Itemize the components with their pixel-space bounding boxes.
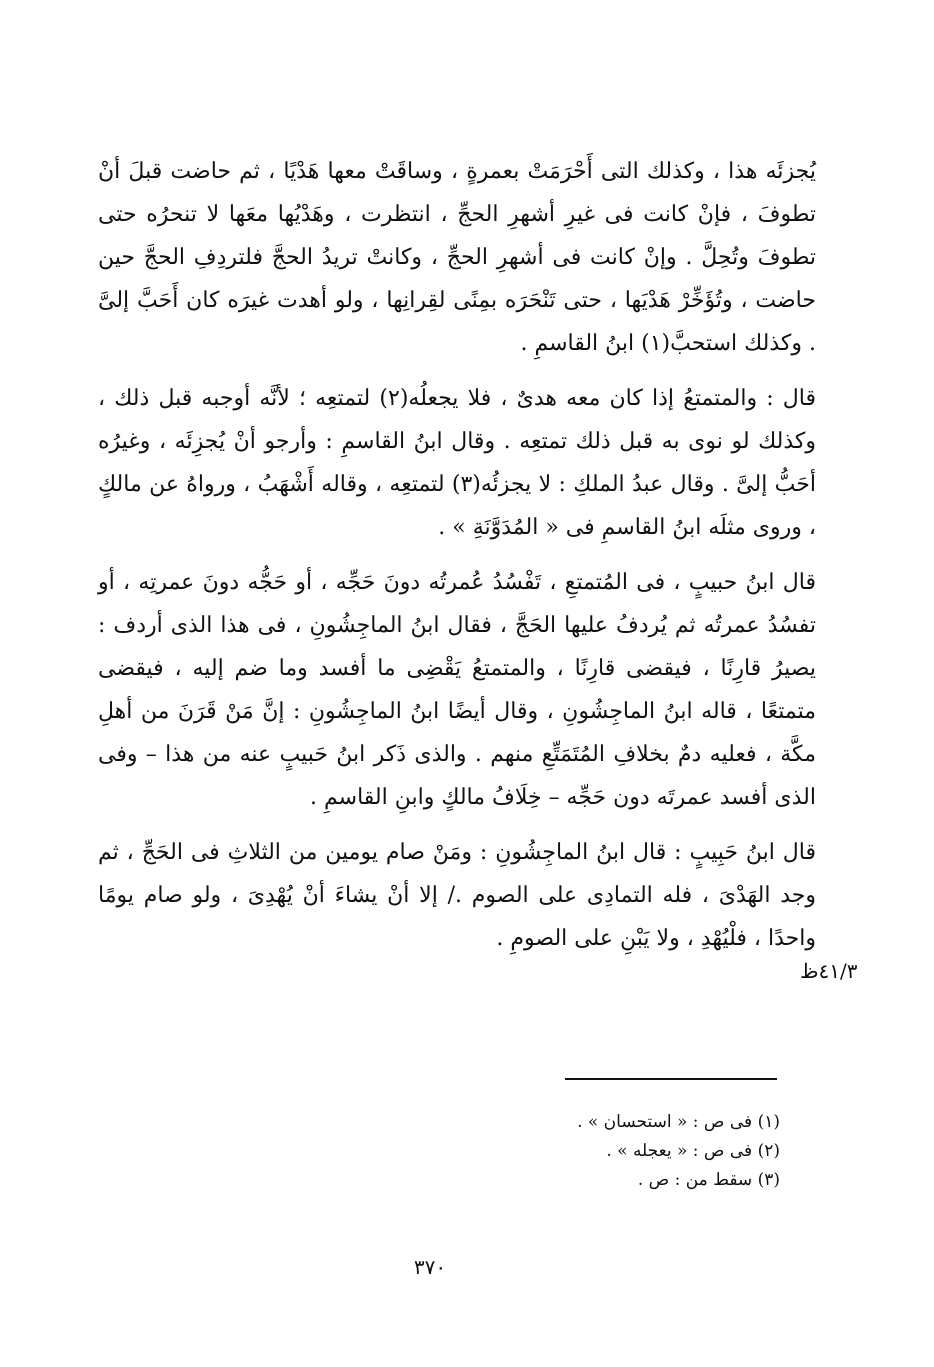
footnote-separator bbox=[565, 1078, 777, 1080]
footnote-1: (١) فى ص : « استحسان » . bbox=[577, 1112, 780, 1132]
paragraph-2: قال : والمتمتعُ إذا كان معه هدىٌ ، فلا يجعلُه(٢) لتمتعِه ؛ لأنَّه أوجبه قبل ذلك ، وكذلك لو نوى به قبل ذلك تمتعِه . وقال ابنُ القاسمِ : وأرجو أنْ يُجزِئَه ، وغيرُه أحَبُّ إلىَّ . وقال عبدُ الملكِ : لا يجزئُه(٣) لتمتعِه ، وقاله أَشْهَبُ ، ورواهُ عن مالكٍ ، وروى مثلَه ابنُ القاسمِ فى « المُدَوَّنَةِ » . bbox=[98, 386, 816, 540]
footnote-3: (٣) سقط من : ص . bbox=[637, 1170, 780, 1190]
manuscript-folio-note: ٤١/٣ظ bbox=[800, 959, 858, 983]
main-text bbox=[98, 150, 816, 972]
footnote-2: (٢) فى ص : « يعجله » . bbox=[606, 1141, 780, 1161]
paragraph-1: يُجزئَه هذا ، وكذلك التى أَحْرَمَتْ بعمرةٍ ، وساقَتْ معها هَدْيًا ، ثم حاضت قبلَ أنْ تطوفَ ، فإنْ كانت فى غيرِ أشهرِ الحجِّ ، انتظرت ، وهَدْيُها معَها لا تنحرُه حتى تطوفَ وتُحِلَّ . وإنْ كانت فى أشهرِ الحجِّ ، وكانتْ تريدُ الحجَّ فلتردِفِ الحجَّ حين حاضت ، وتُؤَخِّرْ هَدْيَها ، حتى تَنْحَرَه بمِنًى لقِرانِها ، ولو أهدت غيرَه كان أَحَبَّ إلىَّ . وكذلك استحبَّ(١) ابنُ القاسمِ . bbox=[98, 159, 816, 356]
footnotes bbox=[420, 1108, 780, 1195]
paragraph-3: قال ابنُ حبيبٍ ، فى المُتمتعِ ، تَفْسُدُ عُمرتُه دونَ حَجِّه ، أو حَجُّه دونَ عمرتِه ، أو تفسُدُ عمرتُه ثم يُردفُ عليها الحَجَّ ، فقال ابنُ الماجِشُونِ ، فى هذا الذى أردف : يصيرُ قارِنًا ، فيقضى قارِنًا ، والمتمتعُ يَقْضِى ما أفسد وما ضم إليه ، فيقضى متمتعًا ، قاله ابنُ الماجِشُونِ ، وقال أيضًا ابنُ الماجِشُونِ : إنَّ مَنْ قَرَنَ من أهلِ مكَّة ، فعليه دمٌ بخلافِ المُتَمَتِّعِ منهم . والذى ذَكر ابنُ حَبيبٍ عنه من هذا – وفى الذى أفسد عمرتَه دون حَجِّه – خِلَافُ مالكٍ وابنِ القاسمِ . bbox=[98, 570, 816, 810]
page-number: ٣٧٠ bbox=[413, 1255, 447, 1279]
paragraph-4: قال ابنُ حَبِيبٍ : قال ابنُ الماجِشُونِ : ومَنْ صام يومين من الثلاثِ فى الحَجِّ ، ثم وجد الهَدْىَ ، فله التمادِى على الصوم ./ إلا أنْ يشاءَ أنْ يُهْدِىَ ، ولو صام يومًا واحدًا ، فلْيُهْدِ ، ولا يَبْنِ على الصومِ . bbox=[98, 840, 816, 951]
